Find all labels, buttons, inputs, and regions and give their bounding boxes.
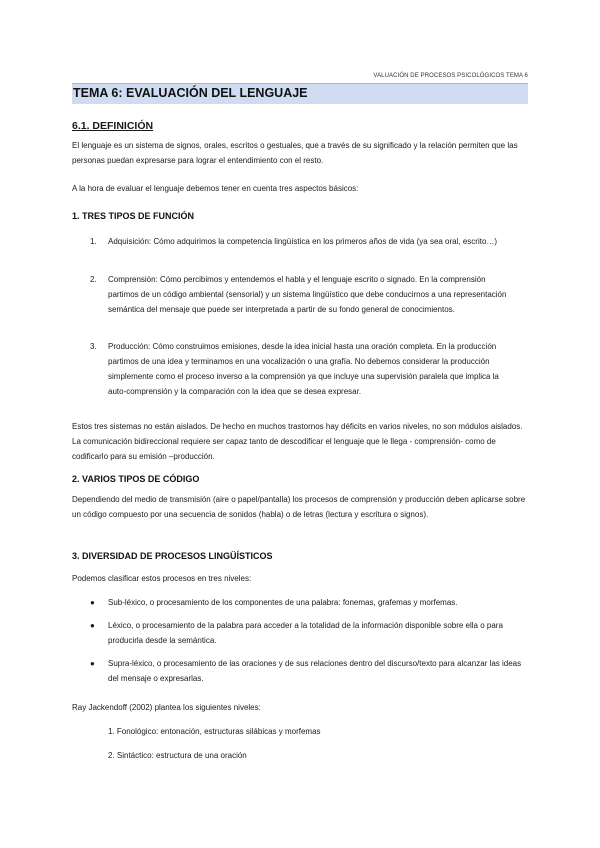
list-text: Supra-léxico, o procesamiento de las oraciones y de sus relaciones dentro del discurso/texto para alcanzar las ideas del mensaje o expresarlas. xyxy=(108,659,522,683)
jackendoff-intro: Ray Jackendoff (2002) plantea los siguientes niveles: xyxy=(72,703,261,712)
heading-codigo: 2. VARIOS TIPOS DE CÓDIGO xyxy=(72,474,200,484)
list-number: 2. xyxy=(90,275,97,284)
aspects-intro: A la hora de evaluar el lenguaje debemos tener en cuenta tres aspectos básicos: xyxy=(72,184,359,193)
running-header: VALUACIÓN DE PROCESOS PSICOLÓGICOS TEMA 6 xyxy=(373,73,528,79)
list-text: Adquisición: Cómo adquirimos la competencia lingüística en los primeros años de vida (ya sea oral, escrito…) xyxy=(108,237,498,246)
list-text: Sub-léxico, o procesamiento de los componentes de una palabra: fonemas, grafemas y morfemas. xyxy=(108,598,458,607)
list-text: Producción: Cómo construimos emisiones, desde la idea inicial hasta una oración completa. En la producción partimos de una idea y terminamos en una vocalización o una grafía. No debemos considerar la producción simplemente como el proceso inverso a la comprensión ya que incluye una supervisión paralela que implica la auto-comprensión y la comparación con la idea que se desea expresar. xyxy=(108,342,499,396)
diversidad-intro: Podemos clasificar estos procesos en tres niveles: xyxy=(72,574,252,583)
definition-paragraph: El lenguaje es un sistema de signos, orales, escritos o gestuales, que a través de su significado y la relación permiten que las personas puedan expresarse para lograr el entendimiento con el resto. xyxy=(72,141,518,165)
list-number: 1. xyxy=(90,237,97,246)
closing-paragraph: Estos tres sistemas no están aislados. De hecho en muchos trastornos hay déficits en varios niveles, no son módulos aislados. La comunicación bidireccional requiere ser capaz tanto de descodificar el lenguaje que le llega - comprensión- como de codificarlo para su emisión –producción. xyxy=(72,422,523,461)
codigo-paragraph: Dependiendo del medio de transmisión (aire o papel/pantalla) los procesos de comprensión y producción deben aplicarse sobre un código compuesto por una secuencia de sonidos (habla) o de letras (lectura y escritura o signos). xyxy=(72,495,526,519)
title-bar xyxy=(72,83,528,104)
level-item: 2. Sintáctico: estructura de una oración xyxy=(108,751,247,760)
heading-funciones: 1. TRES TIPOS DE FUNCIÓN xyxy=(72,211,195,221)
heading-diversidad: 3. DIVERSIDAD DE PROCESOS LINGÜÍSTICOS xyxy=(72,551,273,561)
list-number: 3. xyxy=(90,342,97,351)
section-heading-definicion: 6.1. DEFINICIÓN xyxy=(72,120,154,132)
bullet-icon: ● xyxy=(90,659,95,668)
bullet-icon: ● xyxy=(90,598,95,607)
list-text: Léxico, o procesamiento de la palabra para acceder a la totalidad de la información disponible sobre ella o para producirla desde la semántica. xyxy=(108,621,503,645)
list-text: Comprensión: Cómo percibimos y entendemos el habla y el lenguaje escrito o signado. En la comprensión partimos de un código ambiental (sensorial) y un sistema lingüístico que debe conducirnos a una representación semántica del mensaje que puede ser interpretada a partir de su fondo general de conocimientos. xyxy=(108,275,507,314)
bullet-icon: ● xyxy=(90,621,95,630)
page-title: TEMA 6: EVALUACIÓN DEL LENGUAJE xyxy=(73,86,308,100)
level-item: 1. Fonológico: entonación, estructuras silábicas y morfemas xyxy=(108,727,321,736)
